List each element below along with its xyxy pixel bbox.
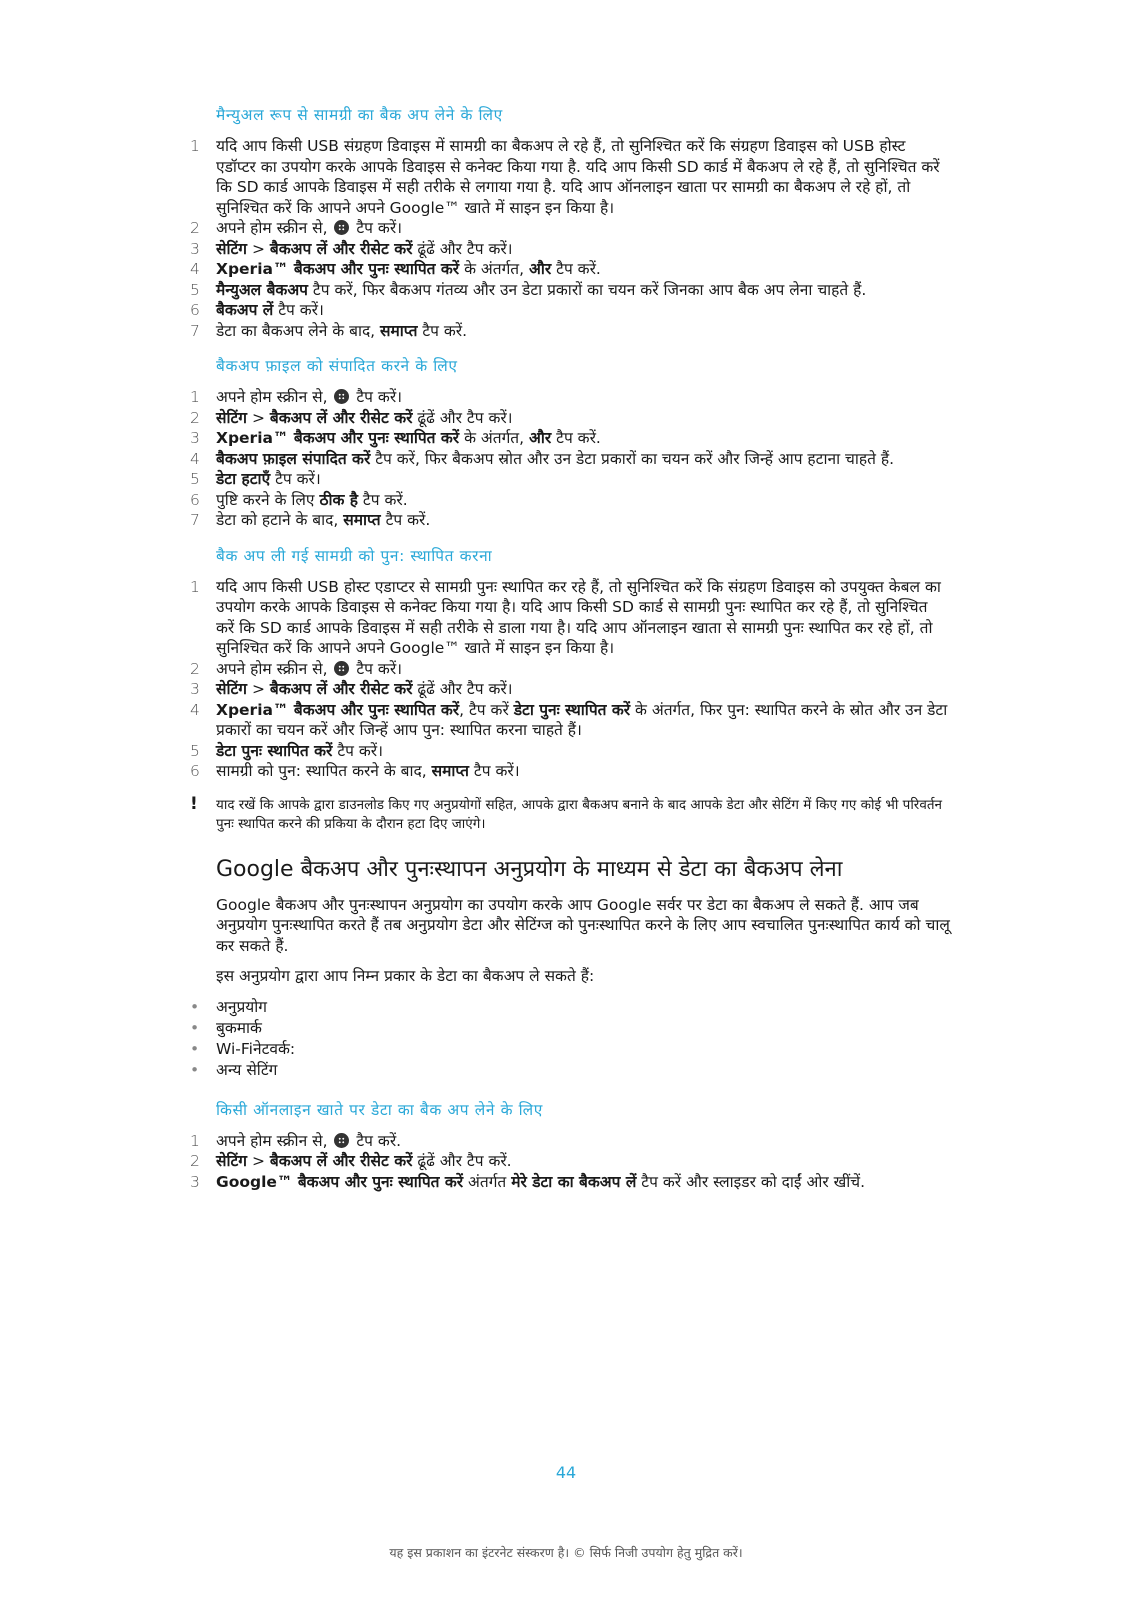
step (190, 280, 950, 301)
step-text: टैप करें। (356, 219, 403, 237)
online-account-backup-steps (190, 1131, 950, 1193)
google-backup-heading: Google बैकअप और पुनःस्थापन अनुप्रयोग के माध्यम से डेटा का बैकअप लेना (216, 856, 843, 882)
restore-steps (190, 577, 950, 782)
step-number: 2 (190, 659, 200, 678)
step-number: 4 (190, 449, 200, 468)
step-text: अपने होम स्क्रीन से, (216, 659, 328, 678)
document-body (190, 104, 950, 1206)
step-text: के अंतर्गत, फिर पुन: स्थापित करने के स्रोत और उन डेटा प्रकारों का चयन करें और जिन्हें आप पुन: स्थापित करना चाहते हैं। (216, 700, 948, 739)
step-text: डेटा का बैकअप लेने के बाद, (216, 321, 381, 340)
step-text: टैप करें. (356, 1131, 402, 1150)
ui-term: बैकअप फ़ाइल संपादित करें (216, 449, 371, 468)
step-text: ढूंढें और टैप करें। (412, 408, 513, 427)
list-item: • अनुप्रयोग (190, 997, 950, 1018)
ui-term: और (529, 260, 552, 278)
step-text: यदि आप किसी USB संग्रहण डिवाइस में सामग्री का बैकअप ले रहे हैं, तो सुनिश्चित करें कि संग्रहण डिवाइस को USB होस्ट एडॉप्टर का उपयोग करके आपके डिवाइस से कनेक्ट किया गया है. यदि आप किसी SD कार्ड में बैकअप ले रहे हैं, तो सुनिश्चित करें कि SD कार्ड आपके डिवाइस में सही तरीके से लगाया गया है. यदि आप ऑनलाइन खाता पर सामग्री का बैकअप ले रहे हों, तो सुनिश्चित करें कि आपने अपने Google™ खाते में साइन इन किया है। (216, 137, 940, 217)
step (190, 679, 950, 700)
step (190, 300, 950, 321)
step-number: 1 (190, 577, 200, 596)
restore-heading: बैक अप ली गई सामग्री को पुन: स्थापित करना (216, 546, 493, 565)
ui-term: सेटिंग (216, 680, 248, 698)
ui-term: मेरे डेटा का बैकअप लें (511, 1172, 637, 1191)
ui-term: समाप्त (431, 762, 469, 780)
note (190, 793, 950, 834)
list-item: • बुकमार्क (190, 1018, 950, 1039)
step-text: टैप करें। (356, 659, 403, 678)
step-text: टैप करें. (358, 490, 408, 509)
step-text: > (247, 408, 270, 427)
apps-grid-icon (334, 1133, 349, 1148)
backup-data-types-list (190, 997, 950, 1081)
step-text: टैप करें। (469, 762, 520, 780)
step-number: 3 (190, 429, 200, 447)
step-number: 2 (190, 408, 200, 427)
step-text: अंतर्गत (463, 1172, 512, 1191)
step-text: ढूंढें और टैप करें। (412, 680, 513, 698)
step (190, 741, 950, 762)
step-text: ढूंढें और टैप करें। (412, 239, 513, 258)
ui-term: मैन्युअल बैकअप (216, 280, 308, 299)
ui-term: समाप्त (380, 321, 418, 340)
step-number: 2 (190, 1152, 200, 1170)
step (190, 218, 950, 239)
step (190, 1131, 950, 1152)
step-text: डेटा को हटाने के बाद, (216, 511, 344, 529)
step-text: टैप करें। (273, 301, 324, 319)
manual-backup-heading: मैन्युअल रूप से सामग्री का बैक अप लेने के लिए (216, 106, 503, 124)
step-number: 1 (190, 1131, 200, 1150)
ui-term: और (529, 429, 552, 447)
ui-term: डेटा हटाएँ (216, 470, 271, 488)
step-number: 6 (190, 762, 200, 780)
list-item: • Wi-Fiनेटवर्क: (190, 1039, 950, 1060)
step-text: यदि आप किसी USB होस्ट एडाप्टर से सामग्री पुनः स्थापित कर रहे हैं, तो सुनिश्चित करें कि संग्रहण डिवाइस को उपयुक्त केबल का उपयोग करके आपके डिवाइस से कनेक्ट किया गया है। यदि आप किसी SD कार्ड से सामग्री पुनः स्थापित कर रहे हैं, तो सुनिश्चित करें कि SD कार्ड आपके डिवाइस में सही तरीके से डाला गया है। यदि आप ऑनलाइन खाता से सामग्री पुनः स्थापित कर रहे हों, तो सुनिश्चित करें कि आपने अपने Google™ खाते में साइन इन किया है। (216, 577, 941, 657)
edit-backup-steps (190, 387, 950, 531)
page-footer: यह इस प्रकाशन का इंटरनेट संस्करण है। © सिर्फ निजी उपयोग हेतु मुद्रित करें। (389, 1545, 743, 1560)
step-text: अपने होम स्क्रीन से, (216, 1131, 328, 1150)
step (190, 449, 950, 470)
step-text: टैप करें, फिर बैकअप गंतव्य और उन डेटा प्रकारों का चयन करें जिनका आप बैक अप लेना चाहते हैं. (307, 280, 867, 299)
step-number: 7 (190, 511, 200, 529)
ui-term: सेटिंग (216, 239, 248, 258)
google-backup-paragraph: Google बैकअप और पुनःस्थापन अनुप्रयोग का उपयोग करके आप Google सर्वर पर डेटा का बैकअप ले सकते हैं. आप जब अनुप्रयोग पुनःस्थापित करते हैं तब अनुप्रयोग डेटा और सेटिंग्ज को पुनःस्थापित करने के लिए आप स्वचालित पुनःस्थापित कार्य को चालू कर सकते हैं. (216, 895, 950, 955)
step-number: 4 (190, 260, 200, 278)
ui-term: सेटिंग (216, 408, 248, 427)
step-number: 5 (190, 470, 200, 488)
step-text: अपने होम स्क्रीन से, (216, 388, 328, 406)
step-text: टैप करें। (356, 388, 403, 406)
ui-term: Google™ बैकअप और पुनः स्थापित करें (216, 1172, 464, 1191)
step-text: के अंतर्गत, (459, 260, 529, 278)
step (190, 1151, 950, 1172)
ui-term: Xperia™ बैकअप और पुनः स्थापित करें (216, 260, 460, 278)
apps-grid-icon (334, 661, 349, 676)
step-number: 1 (190, 388, 200, 406)
step-text: टैप करें। (270, 470, 321, 488)
step-text: टैप करें और स्लाइडर को दाईं ओर खींचें. (636, 1172, 866, 1191)
edit-backup-heading: बैकअप फ़ाइल को संपादित करने के लिए (216, 357, 458, 375)
step (190, 761, 950, 782)
step (190, 700, 950, 741)
ui-term: Xperia™ बैकअप और पुनः स्थापित करें (216, 429, 460, 447)
apps-grid-icon (334, 220, 349, 235)
google-backup-paragraph: इस अनुप्रयोग द्वारा आप निम्न प्रकार के डेटा का बैकअप ले सकते हैं: (216, 967, 595, 985)
step (190, 577, 950, 659)
step-number: 5 (190, 741, 200, 760)
ui-term: डेटा पुनः स्थापित करें (513, 700, 631, 719)
step-text: ढूंढें और टैप करें. (412, 1152, 512, 1170)
step-number: 2 (190, 219, 200, 237)
step-text: सामग्री को पुन: स्थापित करने के बाद, (216, 762, 432, 780)
step (190, 408, 950, 429)
step-text: टैप करें. (380, 511, 431, 529)
step-number: 6 (190, 301, 200, 319)
ui-term: ठीक है (319, 490, 358, 509)
step-text: > (247, 239, 270, 258)
step-number: 3 (190, 680, 200, 698)
step-number: 5 (190, 280, 200, 299)
step (190, 490, 950, 511)
step-text: टैप करें। (332, 741, 383, 760)
step-number: 1 (190, 137, 200, 155)
step-number: 3 (190, 1172, 200, 1191)
step-text: के अंतर्गत, (459, 429, 529, 447)
step-text: टैप करें. (551, 260, 601, 278)
step-text: टैप करें. (417, 321, 468, 340)
step-number: 6 (190, 490, 200, 509)
step-text: , टैप करें (459, 700, 514, 719)
ui-term: बैकअप लें और रीसेट करें (269, 408, 413, 427)
step-number: 3 (190, 239, 200, 258)
step (190, 387, 950, 408)
step (190, 428, 950, 449)
step (190, 1172, 950, 1193)
note-text: याद रखें कि आपके द्वारा डाउनलोड किए गए अनुप्रयोगों सहित, आपके द्वारा बैकअप बनाने के बाद आपके डेटा और सेटिंग में किए गए कोई भी परिवर्तन पुनः स्थापित करने की प्रकिया के दौरान हटा दिए जाएंगे। (216, 796, 943, 832)
ui-term: बैकअप लें और रीसेट करें (269, 680, 413, 698)
apps-grid-icon (334, 389, 349, 404)
manual-backup-steps (190, 136, 950, 341)
exclamation-icon: ! (190, 793, 198, 814)
step-text: टैप करें, फिर बैकअप स्रोत और उन डेटा प्रकारों का चयन करें और जिन्हें आप हटाना चाहते हैं. (370, 449, 895, 468)
ui-term: Xperia™ बैकअप और पुनः स्थापित करें (216, 700, 460, 719)
step (190, 321, 950, 342)
step (190, 659, 950, 680)
list-item: • अन्य सेटिंग (190, 1060, 950, 1081)
ui-term: बैकअप लें (216, 301, 274, 319)
step (190, 510, 950, 531)
ui-term: सेटिंग (216, 1152, 248, 1170)
step-text: > (247, 1152, 270, 1170)
step (190, 136, 950, 218)
step-text: टैप करें. (551, 429, 601, 447)
ui-term: समाप्त (343, 511, 381, 529)
step (190, 259, 950, 280)
step-number: 4 (190, 700, 200, 719)
step (190, 239, 950, 260)
step-text: अपने होम स्क्रीन से, (216, 219, 328, 237)
step (190, 469, 950, 490)
step-text: पुष्टि करने के लिए (216, 490, 320, 509)
ui-term: बैकअप लें और रीसेट करें (269, 1152, 413, 1170)
page-number: 44 (555, 1463, 577, 1482)
step-text: > (247, 680, 270, 698)
ui-term: डेटा पुनः स्थापित करें (216, 741, 333, 760)
ui-term: बैकअप लें और रीसेट करें (269, 239, 413, 258)
step-number: 7 (190, 321, 200, 340)
online-account-backup-heading: किसी ऑनलाइन खाते पर डेटा का बैक अप लेने के लिए (216, 1100, 543, 1119)
